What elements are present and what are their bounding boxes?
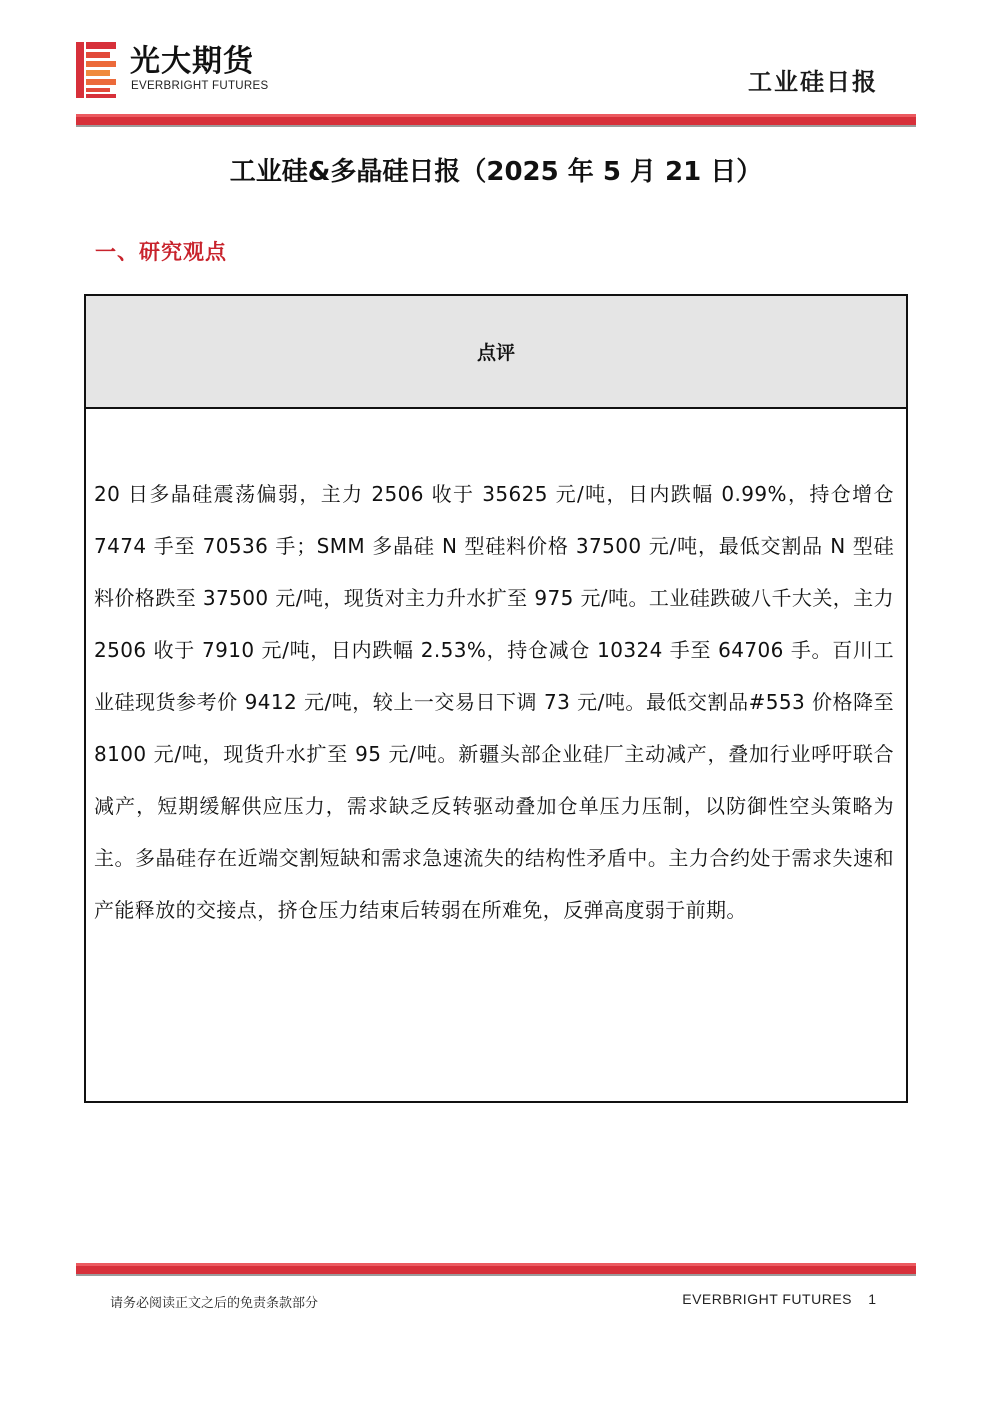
comment-header-label: 点评 bbox=[476, 342, 515, 364]
comment-table-header bbox=[86, 296, 906, 409]
logo-english-name: EVERBRIGHT FUTURES bbox=[131, 80, 269, 92]
footer-divider bbox=[76, 1263, 916, 1276]
comment-body-text: 20 日多晶硅震荡偏弱，主力 2506 收于 35625 元/吨，日内跌幅 0.99%，持仓增仓 7474 手至 70536 手；SMM 多晶硅 N 型硅料价格 37500 元/吨，最低交割品 N 型硅料价格跌至 37500 元/吨，现货对主力升水扩至 975 元/吨。工业硅跌破八千大关，主力 2506 收于 7910 元/吨，日内跌幅 2.53%，持仓减仓 10324 手至 64706 手。百川工业硅现货参考价 9412 元/吨，较上一交易日下调 73 元/吨。最低交割品#553 价格降至 8100 元/吨，现货升水扩至 95 元/吨。新疆头部企业硅厂主动减产，叠加行业呼吁联合减产，短期缓解供应压力，需求缺乏反转驱动叠加仓单压力压制，以防御性空头策略为主。多晶硅存在近端交割短缺和需求急速流失的结构性矛盾中。主力合约处于需求失速和产能释放的交接点，挤仓压力结束后转弱在所难免，反弹高度弱于前期。 bbox=[94, 482, 895, 922]
header-divider bbox=[76, 114, 916, 127]
company-logo bbox=[76, 42, 296, 98]
report-type-label: 工业硅日报 bbox=[748, 68, 878, 96]
comment-table bbox=[84, 294, 908, 1103]
logo-chinese-name: 光大期货 bbox=[130, 44, 254, 79]
disclaimer-note: 请务必阅读正文之后的免责条款部分 bbox=[110, 1296, 319, 1311]
page-number: 1 bbox=[868, 1291, 876, 1307]
footer-brand: EVERBRIGHT FUTURES bbox=[682, 1291, 852, 1307]
document-title: 工业硅&多晶硅日报（2025 年 5 月 21 日） bbox=[229, 157, 763, 187]
everbright-logo-icon bbox=[76, 42, 120, 98]
section-heading: 一、研究观点 bbox=[95, 240, 227, 264]
